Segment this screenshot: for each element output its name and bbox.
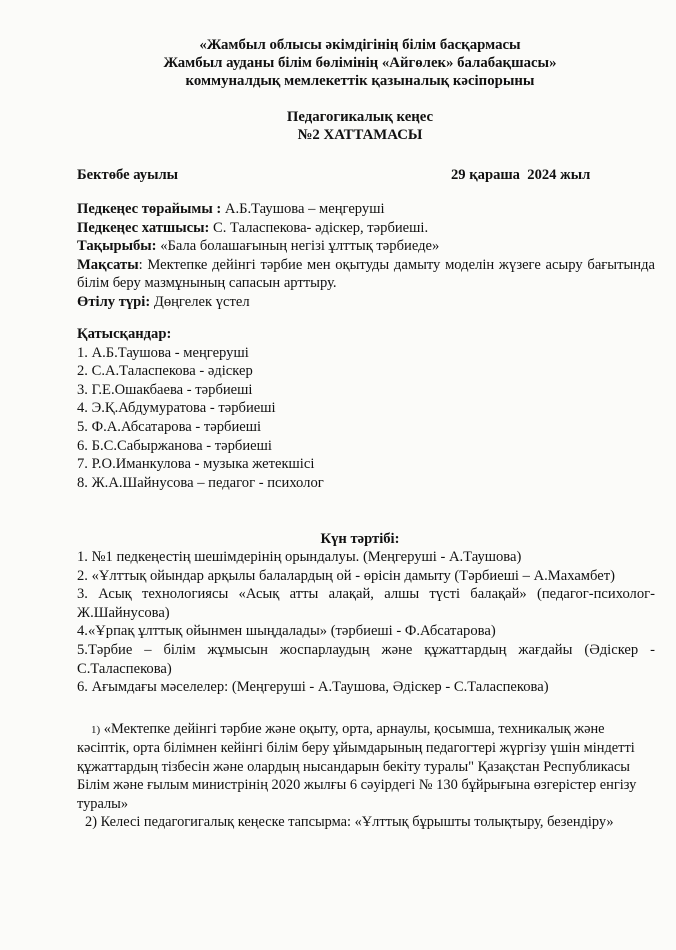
participant-item: 1. А.Б.Таушова - меңгеруші (77, 344, 249, 361)
participant-item: 5. Ф.А.Абсатарова - тәрбиеші (77, 418, 262, 435)
current-issue-1-text: «Мектепке дейінгі тәрбие және оқыту, орта, арнаулы, қосымша, техникалық және кәсіптік, орта білімнен кейінгі білім беру ұйымдарының педагогтері жүргізу үшін міндетті құжаттардың тізбесін және олардың нысандарын бекіту туралы" Қазақстан Республикасы Білім және ғылым министрінің 2020 жылғы 6 сәуірдегі № 130 бұйрығына өзгерістер енгізу туралы» (77, 721, 637, 812)
place-text: Бектөбе ауылы (77, 167, 179, 183)
agenda-item: 1. №1 педкеңестің шешімдерінің орындалуы. (Меңгеруші - А.Таушова) (77, 549, 522, 565)
title-line-2: №2 ХАТТАМАСЫ (297, 127, 423, 143)
agenda-item: 4.«Ұрпақ ұлттық ойынмен шыңдалады» (тәрбиеші - Ф.Абсатарова) (77, 623, 496, 640)
meeting-info (77, 200, 655, 312)
date-text: 29 қараша 2024 жыл (451, 167, 591, 183)
current-issue-2: 2) Келесі педагогигалық кеңеске тапсырма: «Ұлттық бұрышты толықтыру, безендіру» (85, 814, 614, 831)
agenda-item: 2. «Ұлттық ойындар арқылы балалардың ой - өрісін дамыту (Тәрбиеші – А.Махамбет) (77, 567, 615, 584)
agenda-item: 5.Тәрбие – білім жұмысын жоспарлаудың және құжаттардың жағдайы (Әдіскер - С.Таласпекова) (77, 641, 655, 677)
current-issues-list (77, 720, 655, 831)
title-line-1: Педагогикалық кеңес (286, 109, 434, 125)
chair-line (77, 200, 655, 219)
participant-item: 6. Б.С.Сабыржанова - тәрбиеші (77, 437, 272, 454)
secretary-line (77, 219, 655, 238)
chair-label: Педкеңес төрайымы : (77, 201, 222, 217)
document-title (60, 108, 660, 144)
form-value: Дөңгелек үстел (150, 293, 250, 310)
current-issue-1 (77, 720, 655, 813)
topic-value: «Бала болашағының негізі ұлттық тәрбиеде» (156, 238, 440, 255)
header-line-2: Жамбыл ауданы білім бөлімінің «Айгөлек» балабақшасы» (163, 55, 557, 71)
header-line-3: коммуналдық мемлекеттік қазыналық кәсіпорыны (185, 73, 535, 89)
participant-item: 2. С.А.Таласпекова - әдіскер (77, 363, 253, 380)
agenda-title: Күн тәртібі: (320, 531, 400, 547)
current-issue-1-number: 1) (91, 724, 101, 736)
topic-label: Тақырыбы: (77, 238, 157, 255)
agenda-item: 3. Асық технологиясы «Асық атты алақай, алшы түсті балақай» (педагог-психолог-Ж.Шайнусова) (77, 586, 655, 621)
organization-header (60, 36, 660, 90)
secretary-value: С. Таласпекова- әдіскер, тәрбиеші. (209, 219, 429, 236)
agenda-list (77, 548, 655, 697)
goal-label: Мақсаты (77, 256, 139, 273)
chair-value: А.Б.Таушова – меңгеруші (221, 201, 385, 217)
goal-value: : Мектепке дейінгі тәрбие мен оқытуды дамыту моделін жүзеге асыру бағытында білім беру мазмұнының сапасын арттыру. (77, 256, 655, 292)
participants-title: Қатысқандар: (77, 326, 172, 342)
topic-line (77, 237, 655, 256)
participant-item: 8. Ж.А.Шайнусова – педагог - психолог (77, 474, 324, 491)
participants-section (77, 325, 655, 492)
participant-item: 4. Э.Қ.Абдумуратова - тәрбиеші (77, 400, 276, 417)
agenda-item: 6. Ағымдағы мәселелер: (Меңгеруші - А.Таушова, Әдіскер - С.Таласпекова) (77, 679, 549, 696)
header-line-1: «Жамбыл облысы әкімдігінің білім басқармасы (199, 37, 521, 53)
form-label: Өтілу түрі: (77, 293, 151, 310)
participant-item: 7. Р.О.Иманкулова - музыка жетекшісі (77, 456, 315, 473)
form-line (77, 293, 655, 312)
participant-item: 3. Г.Е.Ошакбаева - тәрбиеші (77, 381, 253, 398)
secretary-label: Педкеңес хатшысы: (77, 219, 210, 236)
goal-line (77, 256, 655, 293)
